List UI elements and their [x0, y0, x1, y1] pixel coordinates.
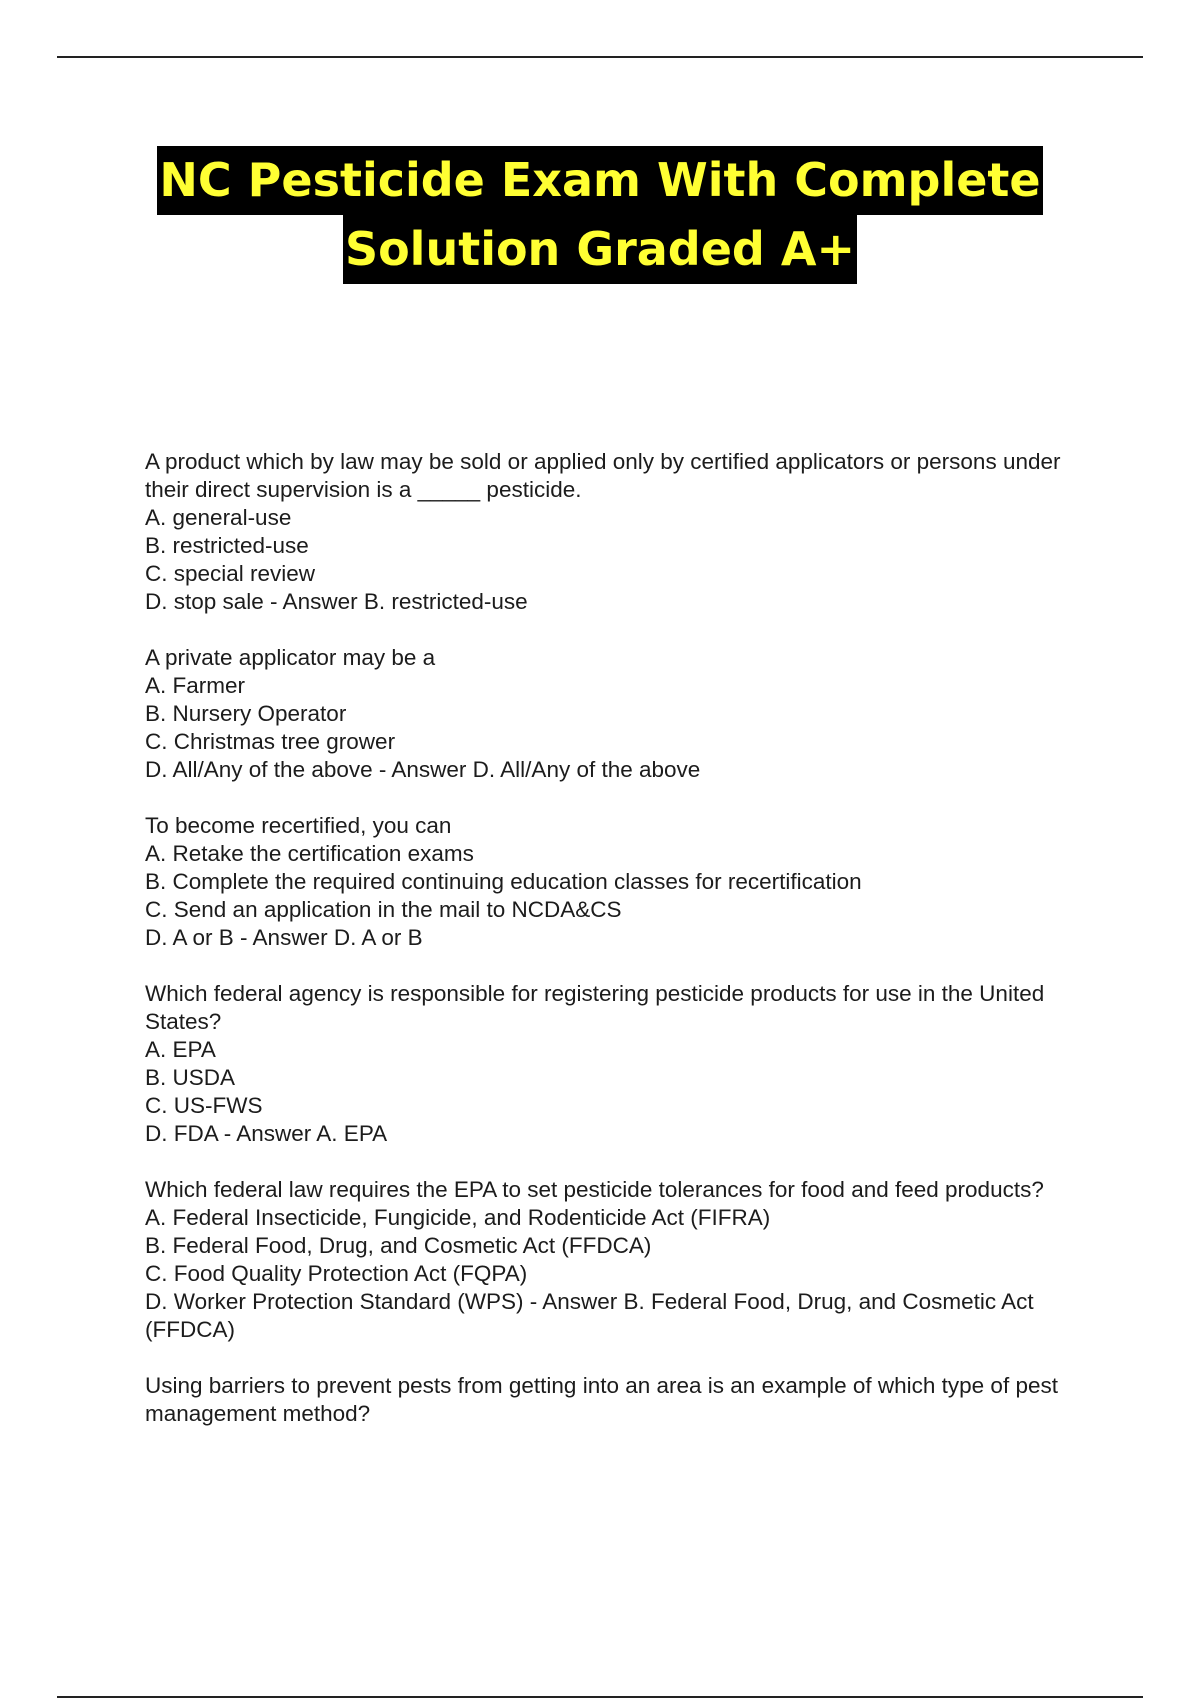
question-list — [145, 448, 1085, 1456]
option-c: C. Food Quality Protection Act (FQPA) — [145, 1261, 528, 1286]
title-line-1: NC Pesticide Exam With Complete — [157, 146, 1042, 215]
option-a: A. Federal Insecticide, Fungicide, and Rodenticide Act (FIFRA) — [145, 1205, 771, 1230]
option-a: A. Farmer — [145, 673, 246, 698]
question-4 — [145, 980, 1085, 1148]
option-b: B. USDA — [145, 1065, 236, 1090]
question-text: Which federal agency is responsible for registering pesticide products for use in the United States? — [145, 981, 1045, 1034]
question-1 — [145, 448, 1085, 616]
title-line-2: Solution Graded A+ — [343, 215, 857, 284]
question-text: Using barriers to prevent pests from getting into an area is an example of which type of pest management method? — [145, 1373, 1058, 1426]
option-d-answer: D. A or B - Answer D. A or B — [145, 925, 423, 950]
question-5 — [145, 1176, 1085, 1344]
question-text: Which federal law requires the EPA to set pesticide tolerances for food and feed products? — [145, 1177, 1044, 1202]
option-b: B. Complete the required continuing education classes for recertification — [145, 869, 862, 894]
option-c: C. US-FWS — [145, 1093, 263, 1118]
option-d-answer: D. Worker Protection Standard (WPS) - Answer B. Federal Food, Drug, and Cosmetic Act (FFDCA) — [145, 1289, 1034, 1342]
bottom-rule — [57, 1696, 1143, 1698]
option-d-answer: D. All/Any of the above - Answer D. All/Any of the above — [145, 757, 701, 782]
option-a: A. general-use — [145, 505, 292, 530]
option-a: A. Retake the certification exams — [145, 841, 474, 866]
question-text: To become recertified, you can — [145, 813, 452, 838]
question-text: A private applicator may be a — [145, 645, 436, 670]
question-text: A product which by law may be sold or applied only by certified applicators or persons under their direct supervision is a _____ pesticide. — [145, 449, 1061, 502]
question-6 — [145, 1372, 1085, 1428]
option-c: C. Christmas tree grower — [145, 729, 396, 754]
option-c: C. special review — [145, 561, 316, 586]
page-title — [0, 146, 1200, 284]
question-2 — [145, 644, 1085, 784]
option-b: B. Federal Food, Drug, and Cosmetic Act (FFDCA) — [145, 1233, 652, 1258]
option-b: B. restricted-use — [145, 533, 309, 558]
question-3 — [145, 812, 1085, 952]
option-c: C. Send an application in the mail to NCDA&CS — [145, 897, 622, 922]
top-rule — [57, 56, 1143, 58]
option-b: B. Nursery Operator — [145, 701, 347, 726]
option-d-answer: D. stop sale - Answer B. restricted-use — [145, 589, 528, 614]
option-a: A. EPA — [145, 1037, 216, 1062]
option-d-answer: D. FDA - Answer A. EPA — [145, 1121, 388, 1146]
